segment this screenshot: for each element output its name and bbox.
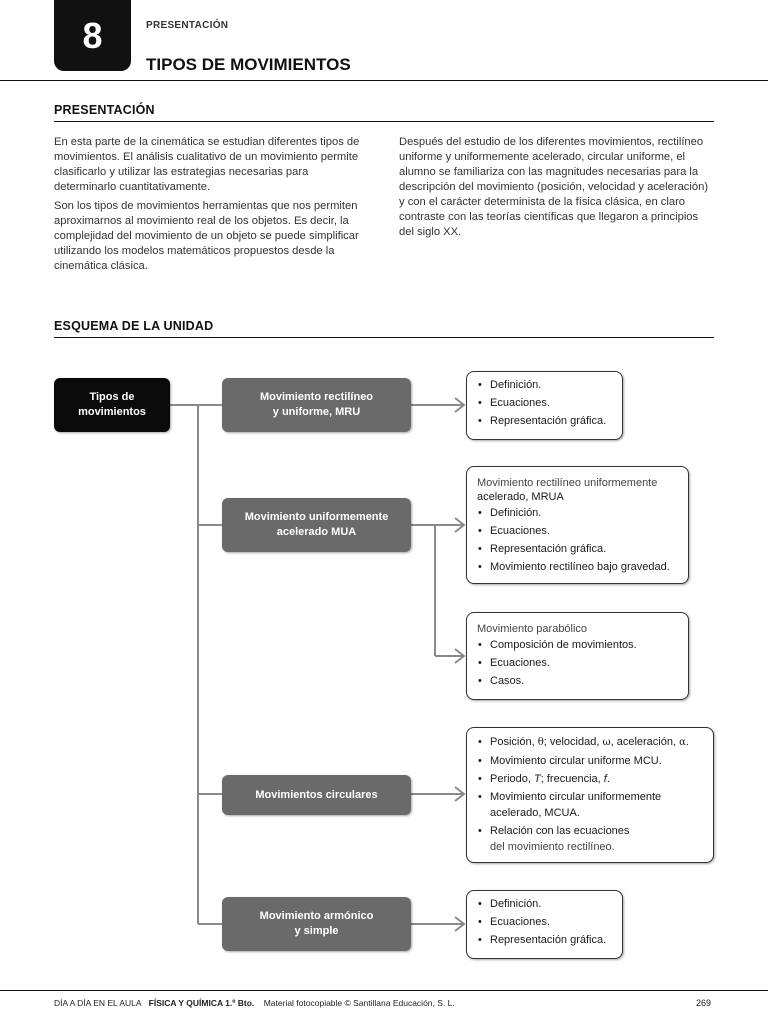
root-node: Tipos de movimientos <box>54 378 170 432</box>
node-mua: Movimiento uniformemente acelerado MUA <box>222 498 411 552</box>
circ-pos-label: Posición, <box>490 736 538 748</box>
list-item: • Ecuaciones. <box>477 654 678 672</box>
list-item: • Casos. <box>477 672 678 690</box>
circ-acc-label: , aceleración, <box>610 736 680 748</box>
parab-heading: Movimiento parabólico <box>477 623 588 635</box>
footer-divider <box>0 990 768 991</box>
alpha-symbol: α <box>679 737 686 748</box>
mru-list <box>477 376 612 430</box>
footer-copyright: Material fotocopiable © Santillana Educación, S. L. <box>263 998 455 1008</box>
circ-list <box>477 733 703 856</box>
footer-subject: FÍSICA Y QUÍMICA 1.º Bto. <box>148 998 255 1008</box>
list-item: • Movimiento rectilíneo bajo gravedad. <box>477 558 678 576</box>
period-mark: . <box>606 773 610 785</box>
list-item: • Ecuaciones. <box>477 522 678 540</box>
list-item: • Representación gráfica. <box>477 540 678 558</box>
relacion-line1: • Relación con las ecuaciones <box>490 825 630 837</box>
paragraph-2: Son los tipos de movimientos herramientas que nos permiten aproximarnos al movimiento real de los objetos. Es decir, la complejidad del movimiento de un objeto se puede simplificar utilizando los modelos matemáticos propuestos desde la cinemática clásica. <box>54 200 359 272</box>
chapter-number: 8 <box>82 14 103 56</box>
box-parabolico-details <box>466 612 689 700</box>
omega-symbol: ω <box>602 737 611 748</box>
footer-series: DÍA A DÍA EN EL AULA <box>54 998 142 1008</box>
box-circular-details <box>466 727 714 863</box>
period-mark: . <box>685 736 689 748</box>
list-item <box>477 770 703 788</box>
list-item <box>477 733 703 752</box>
list-item: • Movimiento circular uniforme MCU. <box>477 752 703 770</box>
list-item: • Ecuaciones. <box>477 394 612 412</box>
frequency-symbol: f <box>603 773 607 785</box>
box-armonico-details <box>466 890 623 959</box>
list-item: • Composición de movimientos. <box>477 636 678 654</box>
node-armonico: Movimiento armónico y simple <box>222 897 411 951</box>
list-item: • Representación gráfica. <box>477 931 612 949</box>
mrua-list <box>477 504 678 576</box>
list-item: • Ecuaciones. <box>477 913 612 931</box>
esquema-heading: ESQUEMA DE LA UNIDAD <box>54 319 214 333</box>
list-item: • Definición. <box>477 504 678 522</box>
section-label: PRESENTACIÓN <box>146 20 229 31</box>
theta-symbol: θ <box>537 737 544 748</box>
mcua-line2: acelerado, MCUA. <box>490 807 580 819</box>
page-number: 269 <box>696 998 712 1008</box>
periodo-label: Periodo, <box>490 773 535 785</box>
list-item: • Definición. <box>477 895 612 913</box>
mas-list <box>477 895 612 949</box>
paragraph-1: En esta parte de la cinemática se estudian diferentes tipos de movimientos. El análisis cualitativo de un movimiento permite clasificarlo y utilizar las estrategias necesarias para determinarlo cuantitativamente. <box>54 136 360 193</box>
paragraph-3: Después del estudio de los diferentes movimientos, rectilíneo uniforme y uniformemente acelerado, circular uniforme, el alumno se familiariza con las magnitudes necesarias para la descripción del movimiento (posición, velocidad y aceleración) y con el carácter determinista de la física clásica, en claro contraste con las teorías científicas que llegaron a principios del siglo XX. <box>399 136 709 238</box>
mrua-heading-line1: Movimiento rectilíneo uniformemente <box>477 477 658 489</box>
chapter-title: TIPOS DE MOVIMIENTOS <box>146 55 351 74</box>
mcua-line1: • Movimiento circular uniformemente <box>490 791 662 803</box>
node-circular: Movimientos circulares <box>222 775 411 815</box>
relacion-line2: del movimiento rectilíneo. <box>490 841 615 853</box>
list-item <box>477 822 703 856</box>
frecuencia-label: ; frecuencia, <box>540 773 604 785</box>
box-mrua-details <box>466 466 689 584</box>
mrua-heading-line2: acelerado, MRUA <box>477 491 564 503</box>
list-item: • Representación gráfica. <box>477 412 612 430</box>
circ-vel-label: ; velocidad, <box>543 736 603 748</box>
box-mru-details <box>466 371 623 440</box>
footer-text <box>54 998 455 1008</box>
list-item: • Definición. <box>477 376 612 394</box>
list-item <box>477 788 703 822</box>
period-symbol: T <box>534 773 541 785</box>
presentacion-heading: PRESENTACIÓN <box>54 103 155 117</box>
parab-list <box>477 636 678 690</box>
node-mru: Movimiento rectilíneo y uniforme, MRU <box>222 378 411 432</box>
